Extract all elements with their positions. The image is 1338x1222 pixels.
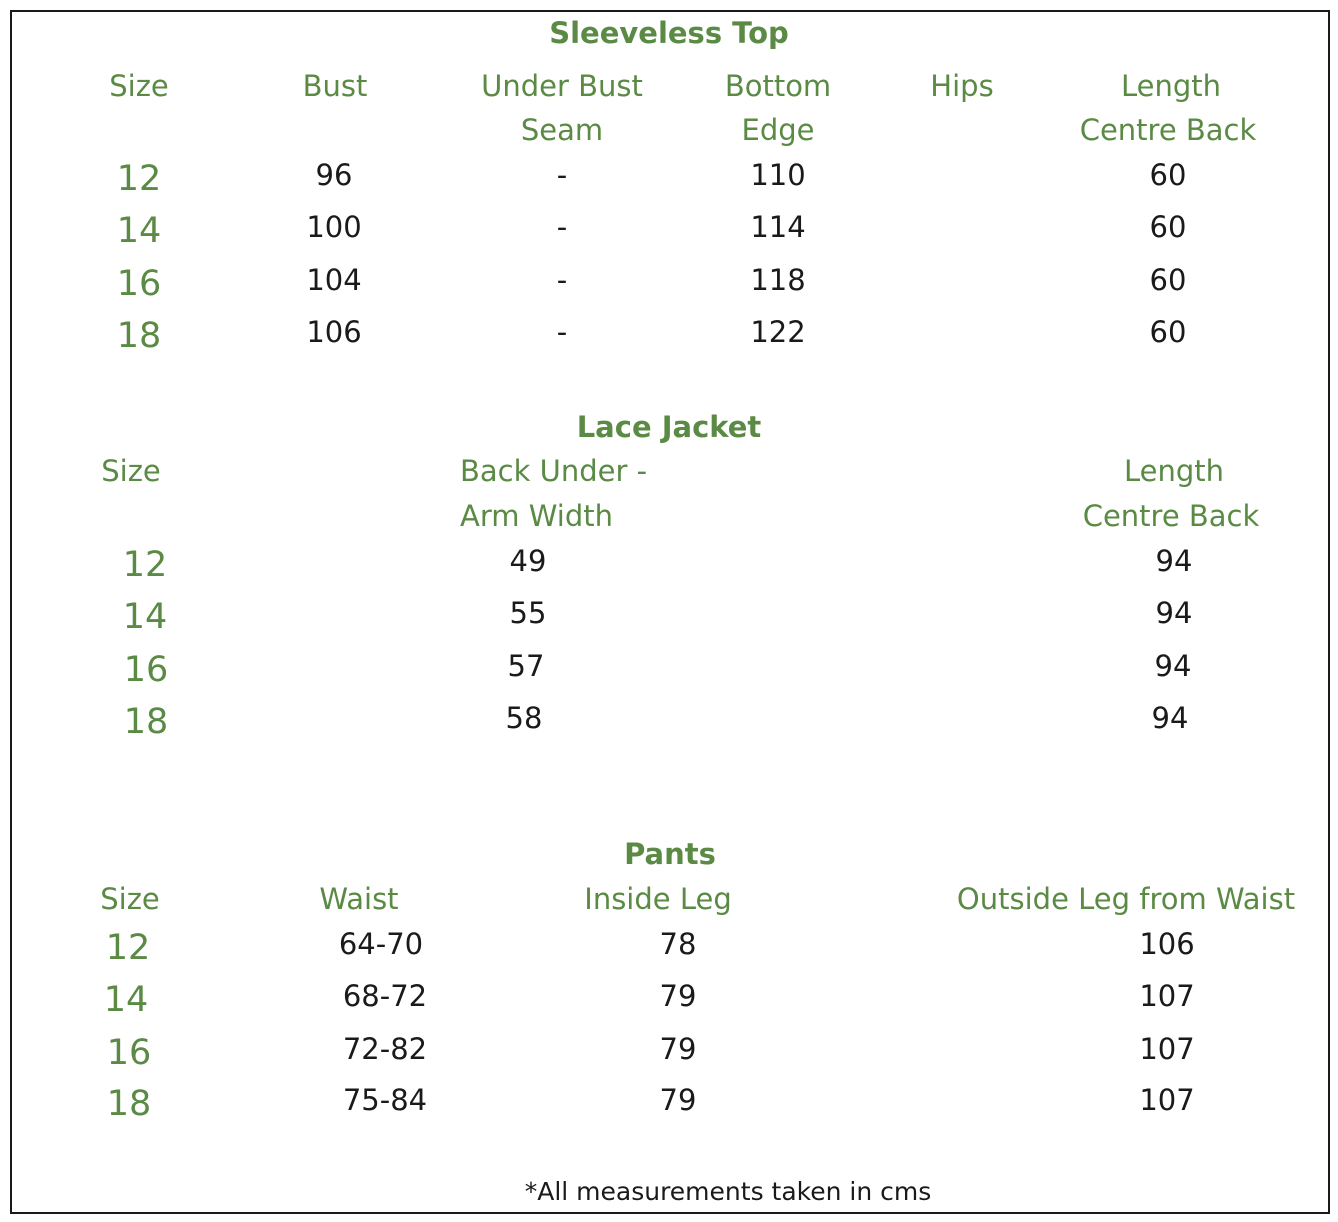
section-title: Sleeveless Top: [549, 16, 789, 50]
bust-cell: 96: [315, 158, 353, 192]
waist-cell: 64-70: [338, 927, 424, 961]
header-length: Length: [1123, 454, 1225, 488]
bottom-edge-cell: 114: [750, 210, 806, 244]
header-inside-leg: Inside Leg: [584, 882, 732, 916]
header-under-bust-line2: Seam: [520, 113, 604, 147]
length-cell: 94: [1154, 649, 1192, 683]
length-cell: 60: [1149, 263, 1187, 297]
header-length: Length: [1120, 69, 1222, 103]
under-bust-cell: -: [556, 158, 568, 192]
length-cell: 60: [1149, 158, 1187, 192]
inside-leg-cell: 79: [659, 1032, 697, 1066]
back-width-cell: 55: [509, 596, 547, 630]
inside-leg-cell: 78: [659, 927, 697, 961]
header-back-under-arm: Back Under -: [460, 454, 648, 488]
under-bust-cell: -: [556, 315, 568, 349]
header-bottom-edge: Bottom: [724, 69, 832, 103]
section-title: Pants: [624, 837, 716, 871]
size-cell: 18: [116, 316, 162, 356]
header-outside-leg: Outside Leg from Waist: [956, 882, 1296, 916]
header-size: Size: [101, 454, 161, 488]
waist-cell: 75-84: [342, 1083, 428, 1117]
outside-leg-cell: 106: [1139, 927, 1195, 961]
header-waist: Waist: [319, 882, 399, 916]
header-bust: Bust: [302, 69, 368, 103]
bust-cell: 104: [306, 263, 362, 297]
waist-cell: 68-72: [342, 979, 428, 1013]
bottom-edge-cell: 110: [750, 158, 806, 192]
bottom-edge-cell: 122: [750, 315, 806, 349]
bust-cell: 106: [306, 315, 362, 349]
length-cell: 94: [1155, 544, 1193, 578]
section-title: Lace Jacket: [576, 410, 762, 444]
header-length-line2: Centre Back: [1079, 113, 1257, 147]
header-size: Size: [109, 69, 169, 103]
inside-leg-cell: 79: [659, 979, 697, 1013]
header-size: Size: [100, 882, 160, 916]
measurement-footnote: *All measurements taken in cms: [524, 1177, 932, 1206]
outside-leg-cell: 107: [1139, 1032, 1195, 1066]
size-cell: 18: [106, 1084, 152, 1124]
length-cell: 94: [1155, 596, 1193, 630]
size-cell: 18: [123, 702, 169, 742]
length-cell: 60: [1149, 315, 1187, 349]
header-length-line2: Centre Back: [1082, 499, 1260, 533]
bottom-edge-cell: 118: [750, 263, 806, 297]
header-under-bust: Under Bust: [481, 69, 643, 103]
waist-cell: 72-82: [342, 1032, 428, 1066]
inside-leg-cell: 79: [659, 1083, 697, 1117]
length-cell: 94: [1151, 701, 1189, 735]
under-bust-cell: -: [556, 263, 568, 297]
back-width-cell: 49: [509, 544, 547, 578]
size-cell: 14: [116, 211, 162, 251]
back-width-cell: 58: [505, 701, 543, 735]
header-bottom-edge-line2: Edge: [741, 113, 815, 147]
size-cell: 16: [123, 650, 169, 690]
size-cell: 16: [116, 264, 162, 304]
size-cell: 12: [122, 545, 168, 585]
back-width-cell: 57: [507, 649, 545, 683]
size-cell: 12: [116, 159, 162, 199]
header-hips: Hips: [930, 69, 994, 103]
size-cell: 14: [122, 597, 168, 637]
length-cell: 60: [1149, 210, 1187, 244]
size-cell: 16: [106, 1033, 152, 1073]
outside-leg-cell: 107: [1139, 1083, 1195, 1117]
bust-cell: 100: [306, 210, 362, 244]
size-cell: 14: [103, 980, 149, 1020]
header-back-under-arm-line2: Arm Width: [460, 499, 613, 533]
size-cell: 12: [105, 928, 151, 968]
outside-leg-cell: 107: [1139, 979, 1195, 1013]
under-bust-cell: -: [556, 210, 568, 244]
